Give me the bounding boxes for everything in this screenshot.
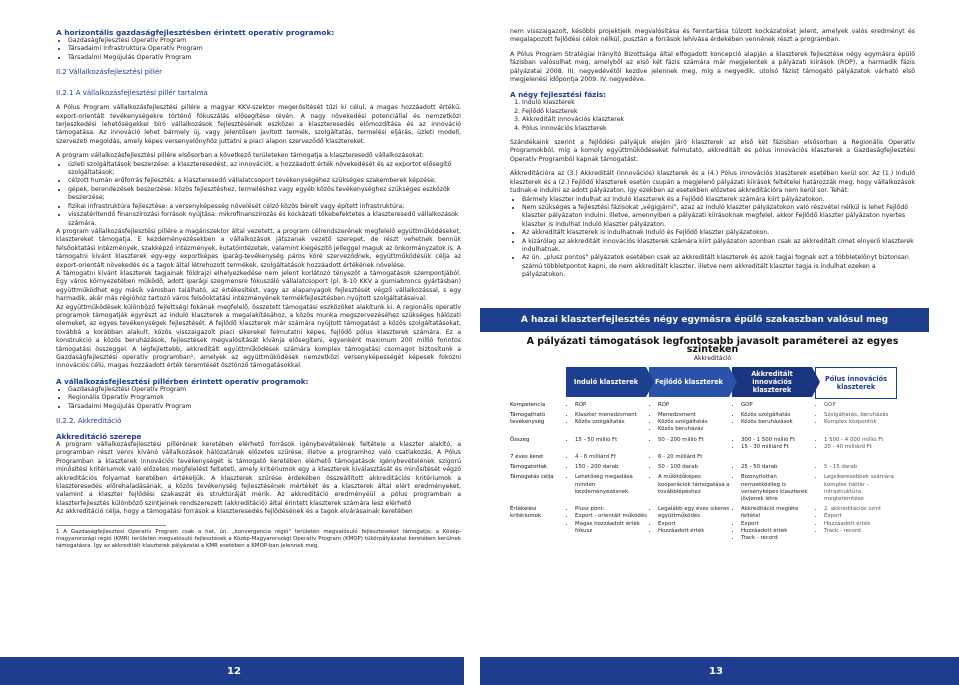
phase-list <box>510 99 915 133</box>
table-cell <box>649 437 732 451</box>
table-cell <box>649 402 732 409</box>
table-cell <box>566 437 649 451</box>
table-cell <box>649 412 732 434</box>
list-item: • üzleti szolgáltatások beszerzése: a klaszteresedést, az innovációt, a hozzáadott érték növekedését és az exportot elősegítő szolgáltatások; <box>68 161 461 178</box>
table-cell <box>649 454 732 461</box>
list-item: • Társadalmi Megújulás Operatív Program <box>68 403 461 411</box>
paragraph: nem visszaigazolt, későbbi projektjeik megvalósítása és fenntartása túlzott kockázatokat jelent, amelyek valós eredményt és megalapozott fejlődési célok nélkül, pusztán a források lehívása érdekében vennének részt a programban. <box>510 28 915 44</box>
cell-item: • 4 - 8 milliárd Ft <box>575 454 649 461</box>
table-cell <box>566 464 649 471</box>
table-row <box>510 464 915 471</box>
cell-item: • Közös szolgáltatás <box>658 419 732 426</box>
row-label: Támogatottak <box>510 464 548 471</box>
left-page <box>0 0 479 685</box>
section-heading-II21: II.2.1 A vállalkozásfejlesztési pillér tartalma <box>56 89 208 98</box>
table-row <box>510 506 915 542</box>
cell-item: • Export <box>824 513 898 520</box>
cell-item: • 150 - 200 darab <box>575 464 649 471</box>
table-row <box>510 454 915 461</box>
table-cell <box>815 412 898 434</box>
table-cell <box>815 437 898 451</box>
table-cell <box>566 454 649 461</box>
page-number: 12 <box>221 664 247 680</box>
footnote: 1 A Gazdaságfejlesztési Operatív Program csak a hat, ún. „konvergencia régió" területén megvalósuló fejlesztéseket támogatja; a Közép-magyarországi régió (KMR) területén megvalósuló fejlesztések a Közép-Magyarországi Operatív Program (KMOP) tükörpályázatai keretében kerülnek támogatásra. Így az akkreditált klaszterek pályázatai a KMR esetében a KMOP-ban jelennek meg. <box>56 528 461 549</box>
list-item: • fizikai infrastruktúra fejlesztése: a versenyképesség növelését célzó közös bérelt vagy épített infrastruktúra; <box>68 203 461 211</box>
list-item: • Az ún. „plusz pontos" pályázatok esetében csak az akkreditált klaszterek és azok tagjai fognak ezt a többletelőnyt biztonsan számú többletpontot kapni, de nem akkreditált klaszter, illetve nem akkreditált klaszter tagja is indulhat ezeken a pályázatokon. <box>522 254 915 279</box>
list-item: 3. Akkreditált innovációs klaszterek <box>522 116 915 124</box>
table-cell <box>815 454 898 461</box>
paragraph: Az együttműködések különböző fejlettségi fokának megfelelő, összetett támogatási eszközöket alakítunk ki. A regionális operatív programok támogatják egyrészt az induló klaszterek a megalakításához, a közös munka megszervezéséhez szükséges hálózati elemeket, az egyes tevékenységek fejlesztését. A fejlődő klaszterek már számára nyújtott támogatást a közös szolgáltatásokat, továbbá a korábban alakult, közös visszaigazolt piaci sikerekel felmutatni képes, fejlődő pólus klaszterek számára. Ez a konstrukció a közös beruházások, fejlesztések megvalósítását kívánja elősegíteni, egyenként maximum 200 millió forintos támogatási összeggel. A legfejlettebb, akkreditált együttműködések számára komplex támogatási csomagot biztosítunk a Gazdaságfejlesztési operatív programban¹, amelyek az együttműködések nemzetközi versenyképességét képesek fokozni innovációs célú, magas hozzáadott érték teremtését ösztönző támogatásokkal. <box>56 303 461 370</box>
cell-item: • Plusz pont: <box>575 506 649 513</box>
cell-item: • 25 - 50 darab <box>741 464 815 471</box>
cell-item: • Komplex központok <box>824 419 898 426</box>
table-cell <box>566 474 649 503</box>
paragraph: A Pólus Program vállalkozásfejlesztési pillére a magyar KKV-szektor megerősítését tűzi ki célul, a magas hozzáadott értékű, export-orientált tevékenységekre történő fókuszálás elősegítése révén. A nagy növekedési potenciállal és nemzetközi terjeszkedési lehetőségekkel bíró vállalkozások fejlesztésének eszközei a klaszteresedés előmozdítása és az innováció támogatása. Az innováció lehet bármely új, vagy jelentősen javított termék, szolgáltatás, termelési eljárás, üzleti modell, szervezeti megoldás, amely képes versenyelőnyhöz juttatni a piaci alapon szerveződő klasztereket. <box>56 104 461 145</box>
phases-banner: A hazai klaszterfejlesztés négy egymásra épülő szakaszban valósul meg <box>480 308 929 332</box>
cell-item: • 15 - 30 milliárd Ft <box>741 444 815 451</box>
row-label: Kompetencia <box>510 401 546 408</box>
rules-list <box>510 196 915 280</box>
paragraph: Szándékaink szerint a fejlődési pályájuk elején járó klaszterek az első két fázisban elsősorban a Regionális Operatív Programokból, míg a komoly együttműködéseket felmutató, akkreditált és pólus innovációs klaszterek a Gazdaságfejlesztési Operatív Programból kapnak támogatást. <box>510 139 915 163</box>
cell-item: • Export - orientált működés <box>575 513 649 520</box>
table-cell <box>815 402 898 409</box>
cell-item: • Közös beruházás <box>658 426 732 433</box>
list-item: 2. Fejlődő klaszterek <box>522 108 915 116</box>
row-label: 7 éves keret <box>510 454 544 460</box>
cell-item: • 20 - 40 milliárd Ft <box>824 444 898 451</box>
affected-program-list <box>56 386 461 411</box>
list-item: 1. Induló klaszterek <box>522 99 915 107</box>
cell-item: • 2. akkreditációs szint <box>824 506 898 513</box>
cell-item: • Akkreditáció megléte feltétel <box>741 506 815 520</box>
table-row <box>510 474 915 503</box>
right-column <box>510 28 915 542</box>
heading-affected-programs: A vállalkozásfejlesztési pillérben érintett operatív programok: <box>56 376 309 386</box>
table-cell <box>815 464 898 471</box>
cell-item: • Export <box>741 521 815 528</box>
table-cell <box>732 402 815 409</box>
cell-item: • ROP <box>658 402 732 409</box>
list-item: • célzott humán erőforrás fejlesztés: a klaszteresedő vállalatcsoport tevékenységéhez szükséges szakemberek képzése; <box>68 177 461 185</box>
paragraph: A program vállalkozásfejlesztési pillérének keretében elérhető források igénybevételének feltétele a klaszter alakító, a programban részt venni kívánó vállalkozások hálózatának előzetes szűrése, illetve a programhoz való csatlakozás. A Pólus Programban a klaszterek innovációs tevékenységét is támogató keretében elérhető támogatások igénybevételének szigorú minősítési kritériumok való előzetes megfelelést felteteti, amely kritériumok egy a klaszterek kiválasztását és minősítését végző akkreditációs folyamat keretében értékeljük. A klaszterek szűrése érdekében összeállított akkreditációs kritériumok a klaszteresedés előrehaladásának, a közös tevékenység fejlesztésének mértékét és a klaszterek által elért eredményeket, valamint a klaszter fejlődési szakaszát és struktúráját mérik. Az akkreditáció eredményéül a pólus programban a klaszterfejlesztés különböző szintjeinek rendszerezett (akkreditáció) által érintett klaszterek számára lesz elérhető <box>56 441 461 507</box>
cell-item: • Track - record <box>741 535 815 542</box>
table-cell <box>732 474 815 503</box>
table-cell <box>732 454 815 461</box>
table-row <box>510 402 915 409</box>
list-item: • Nem szükséges a fejlesztési fázisokat „végigjárni", azaz az Induló klaszter pályázatokon való részvétel nélkül is lehet Fejlődő klaszter pályázaton indulni. Illetve, amennyiben a pályázati kiírásoknak megfelel, akkor Fejlődő klaszter pályázaton nyertes klaszter is indulhat Induló klaszter pályázaton. <box>522 204 915 229</box>
table-cell <box>649 474 732 503</box>
list-item: • visszatérítendő finanszírozási források nyújtása: mikrofinanszírozás és kockázati tőkebefektetés a klaszteresedő vállalkozások számára. <box>68 211 461 228</box>
heading-four-phases: A négy fejlesztési fázis: <box>510 90 606 100</box>
row-label: Támogatható tevékenység <box>510 411 546 426</box>
cell-item: • A működőképes kooperációk támogatása a továbblépéshez <box>658 474 732 496</box>
list-item: • Társadalmi Megújulás Operatív Program <box>68 54 461 62</box>
cell-item: • Track - record <box>824 528 898 535</box>
table-cell <box>732 464 815 471</box>
cell-item: • Közös szolgáltatás <box>575 419 649 426</box>
list-item: • Az akkreditált klaszterek is indulhatnak Induló és Fejlődő klaszter pályázatokon. <box>522 229 915 237</box>
table-subtitle: Akkreditáció <box>693 355 732 363</box>
table-cell <box>566 506 649 542</box>
cell-item: • Menedzsment <box>658 412 732 419</box>
table-cell <box>815 474 898 503</box>
paragraph: Akkreditációra az (3.) Akkreditált (innovációs) klaszterek és a (4.) Pólus innovációs klaszterek esetében kerül sor. Az (1.) Induló klaszterek és a (2.) Fejlődő klaszterek esetén csupán a megjelenő pályázati kiírások feltételei határozzák meg, hogy vállalkozások tudnak-e indulni az adott pályázaton, így ezekben az esetekben előzetes akkreditációra nem kerül sor. Tehát: <box>510 170 915 195</box>
table-cell <box>566 402 649 409</box>
list-item: • Bármely klaszter indulhat az Induló klaszterek és a Fejlődő klaszterek számára kiírt pályázatokon. <box>522 196 915 204</box>
cell-item: • 15 - 50 millió Ft <box>575 437 649 444</box>
header-cell: Fejlődő klaszterek <box>649 367 729 397</box>
cell-item: • Hozzáadott érték <box>658 528 732 535</box>
table-row <box>510 437 915 451</box>
cell-item: • 6 - 20 milliárd Ft <box>658 454 732 461</box>
cell-item: • Szolgáltatás, beruházás <box>824 412 898 419</box>
horizontal-program-list <box>56 37 461 62</box>
cell-item: • Legalább egy éves sikeres együttműködés <box>658 506 732 520</box>
paragraph: A program vállalkozásfejlesztési pillére a magánszektor által vezetett, a program célrendszerének megfelelő együttműködéseket, klasztereket támogatja. E kezdeményezésekben a vállalkozások játszanak vezető szerepet, de részt vehetnek bennük felsőoktatási intézmények, szakképző intézmények, kutatóintézetek, valamint kiegészítő jelleggel maguk az önkormányzatok is. A támogatni kívánt klaszterek egy-egy exportképes iparág-tevékenység páros köré szerveződnek, együttműködésük célja az export-orientált növekedés és a tagok által létrehozott termékek, szolgáltatások hozzáadott értékének növelése. <box>56 227 461 269</box>
list-item: • Társadalmi Infrastruktúra Operatív Program <box>68 45 461 53</box>
cell-item: • 50 - 100 darab <box>658 464 732 471</box>
list-item: • Gazdaságfejlesztési Operatív Program <box>68 386 461 394</box>
table-header-row <box>566 367 915 399</box>
footnote-divider <box>56 525 166 526</box>
table-cell <box>649 464 732 471</box>
row-label: Értékelési kritériumok <box>510 506 542 520</box>
section-heading-II22: II.2.2. Akkreditáció <box>56 417 122 426</box>
table-cell <box>649 506 732 542</box>
table-cell <box>815 506 898 542</box>
right-page <box>480 0 959 685</box>
cell-item: • Hozzáadott érték <box>824 521 898 528</box>
list-item: • gépek, berendezések beszerzése: közös fejlesztéshez, termeléshez vagy egyéb közös tevékenységhez szükséges eszközök beszerzése; <box>68 186 461 203</box>
table-cell <box>732 506 815 542</box>
row-label: Támogatás célja <box>510 474 554 481</box>
list-item: • Gazdaságfejlesztési Operatív Program <box>68 37 461 45</box>
left-column <box>56 28 461 550</box>
section-heading-II2: II.2 Vállalkozásfejlesztési pillér <box>56 68 163 77</box>
header-cell: Akkreditált innovációs klaszterek <box>732 367 812 397</box>
cell-item: • Közös beruházások <box>741 419 815 426</box>
cell-item: • GOP <box>824 402 898 409</box>
cell-item: • Magas hozzáadott érték fókusz <box>575 521 649 535</box>
header-cell: Induló klaszterek <box>566 367 646 397</box>
table-row <box>510 412 915 434</box>
cell-item: • GOP <box>741 402 815 409</box>
cell-item: • Közös szolgáltatás <box>741 412 815 419</box>
table-title: A pályázati támogatások legfontosabb javasolt paraméterei az egyes szinteken <box>526 335 899 355</box>
cell-item: • Klaszter menedzsment <box>575 412 649 419</box>
cell-item: • 50 - 200 millió Ft <box>658 437 732 444</box>
cell-item: • Legsikeresebbek számára komplex háttér - infrastruktúra megteremtése <box>824 474 898 503</box>
cell-item: • 1 500 - 4 000 millió Ft <box>824 437 898 444</box>
cell-item: • Hozzáadott érték <box>741 528 815 535</box>
paragraph: A Pólus Program Stratégiai Irányító Bizottsága által elfogadott koncepció alapján a klaszterek fejlesztése négy egymásra épülő fázisban valósulhat meg, amelyből az első két fázis számára már megjelentek a pályázati kiírások (ROP), a harmadik fázis pályázatai 2008. III. negyedévétől kezdve jelennek meg, míg a negyedik, utolsó fázist támogató pályázatok várható első megjelenési időpontja 2009. IV. negyedéve. <box>510 50 915 84</box>
table-cell <box>732 437 815 451</box>
support-areas-list <box>56 161 461 228</box>
paragraph: Az akkreditáció célja, hogy a támogatási források a klaszteresedés fejlődésének és a tagok elvárásainak keretében <box>56 508 413 516</box>
heading-horizontal-programs: A horizontális gazdaságfejlesztésben érintett operatív programok: <box>56 28 335 37</box>
heading-accreditation-role: Akkreditáció szerepe <box>56 432 142 442</box>
list-item: • A kizárólag az akkreditált innovációs klaszterek számára kiírt pályázaton azonban csak az akkreditált címet elnyerő klaszterek indulhatnak. <box>522 238 915 255</box>
cell-item: • Export <box>658 521 732 528</box>
parameter-table <box>510 402 915 542</box>
cell-item: • Lehetőség megadása minden kezdeményezésnek <box>575 474 649 496</box>
list-item: 4. Pólus innovációs klaszterek <box>522 125 915 133</box>
page-number: 13 <box>703 664 729 680</box>
table-cell <box>566 412 649 434</box>
cell-item: • ROP <box>575 402 649 409</box>
cell-item: • Bizonyítottan nemzetközileg is versenyképes klaszterek jövjenek létre <box>741 474 815 503</box>
cell-item: • 5 - 15 darab <box>824 464 898 471</box>
row-label: Összeg <box>510 436 530 443</box>
cell-item: • 300 - 1 500 millió Ft <box>741 437 815 444</box>
header-cell: Pólus innovációs klaszterek <box>815 367 897 399</box>
table-cell <box>732 412 815 434</box>
paragraph: A támogatni kívánt klaszterek tagjainak földrajzi elhelyezkedése nem jelent korlátozó tényezőt a támogatások szempontjából. Egy város környezetében működő, adott iparági szegmensre fókuszáló vállalatcsoport (pl. 8-10 KKV a gumiabroncs gyártásban) együttműködhet egy másik városban található, az értékesítést, vagy az alapanyagok fejlesztését végző vállalkozással, s egy harmadik, akár más régióhoz tartozó város felsőoktatási intézményének termékfejlesztésben nyújtott szolgáltatásaival. <box>56 269 461 303</box>
list-item: • Regionális Operatív Programok <box>68 394 461 402</box>
paragraph: A program vállalkozásfejlesztési pillére elsősorban a következő területeken támogatja a klaszteresedő vállalkozásokat: <box>56 152 424 160</box>
